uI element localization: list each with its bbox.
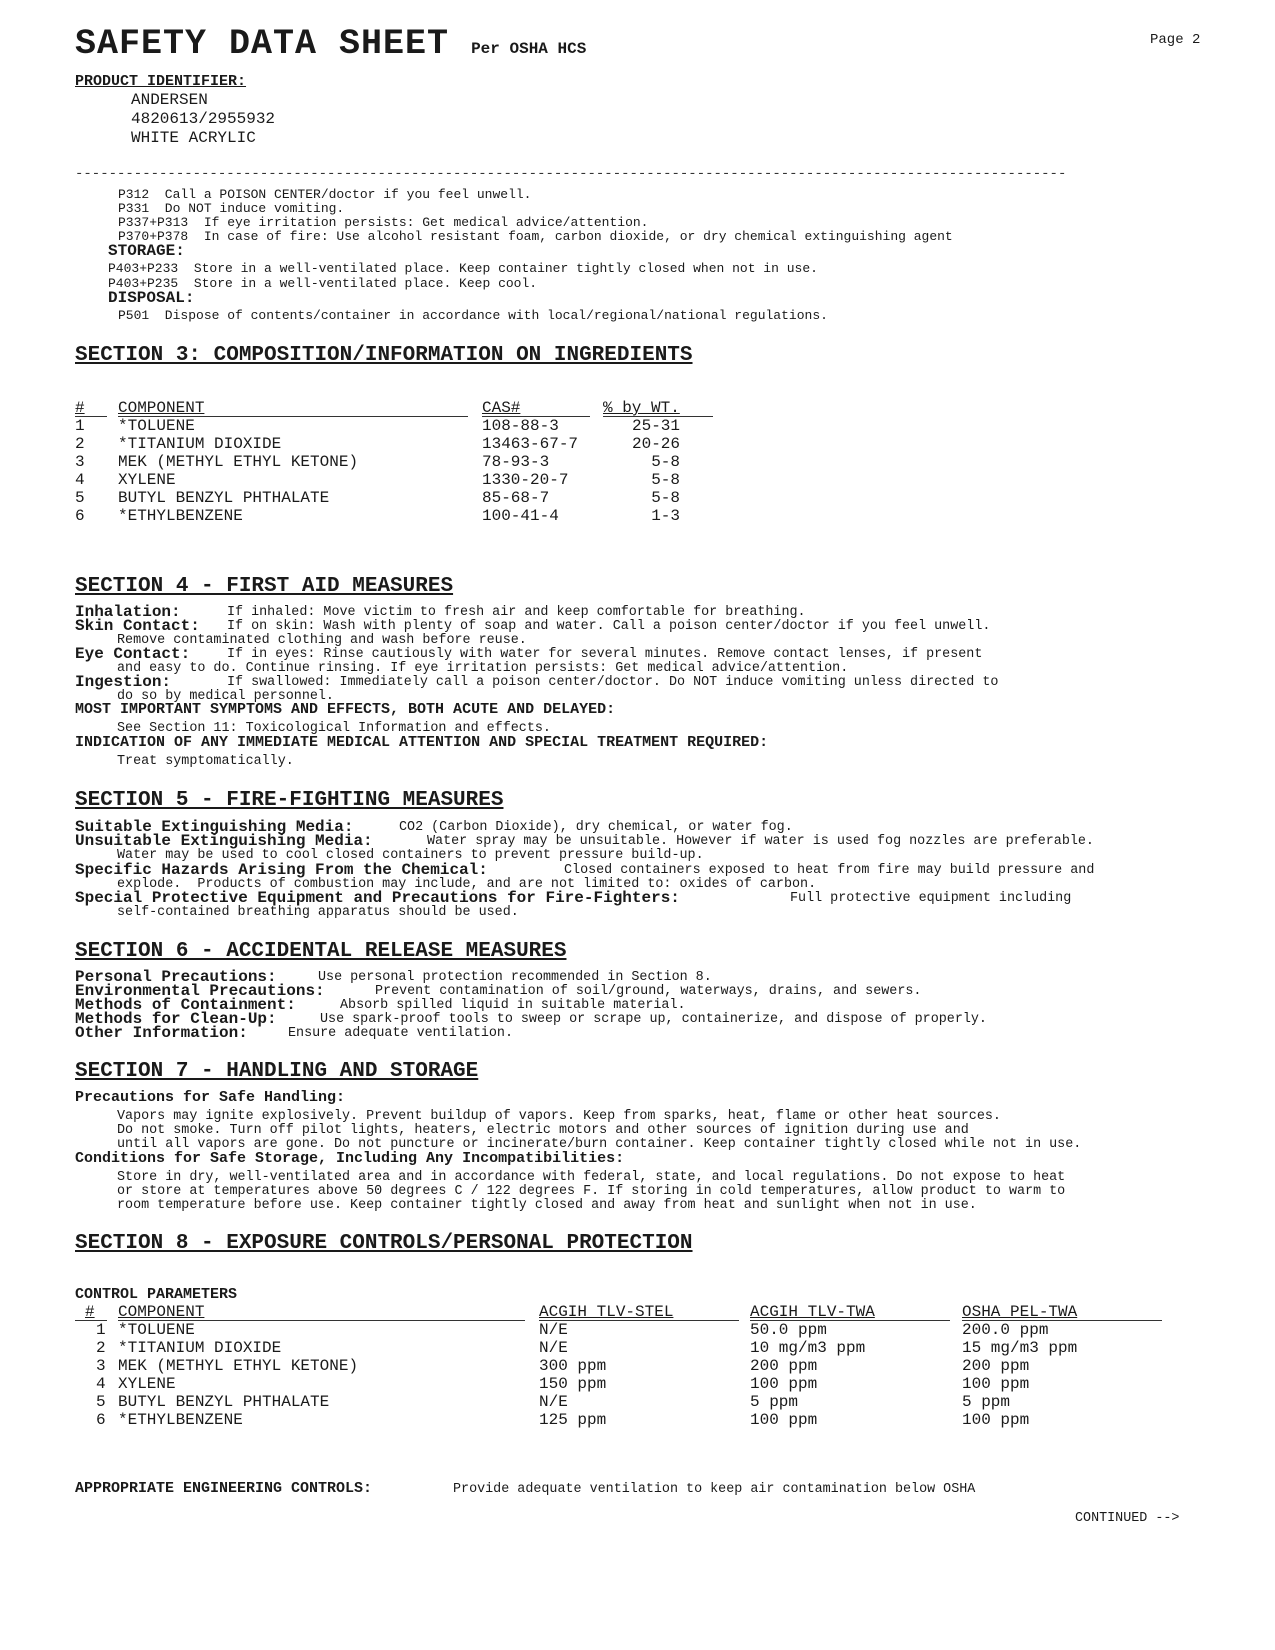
precaution-line: P331 Do NOT induce vomiting.	[118, 201, 345, 216]
skin-label: Skin Contact:	[75, 617, 200, 635]
disposal-line: P501 Dispose of contents/container in accordance with local/regional/national regulations.	[118, 308, 828, 323]
row-stel: N/E	[539, 1321, 568, 1339]
skin-text-2: Remove contaminated clothing and wash before reuse.	[117, 633, 527, 648]
row-cas: 108-88-3	[482, 417, 559, 435]
row-num: 1	[96, 1321, 106, 1339]
symptoms-text: See Section 11: Toxicological Information and effects.	[117, 721, 551, 736]
row-twa: 100 ppm	[750, 1375, 818, 1393]
col-header: COMPONENT	[118, 1303, 205, 1321]
row-cas: 78-93-3	[482, 453, 550, 471]
protective-label: Special Protective Equipment and Precautions for Fire-Fighters:	[75, 889, 680, 907]
row-component: *TOLUENE	[118, 1321, 195, 1339]
row-component: MEK (METHYL ETHYL KETONE)	[118, 453, 359, 471]
ingestion-label: Ingestion:	[75, 673, 172, 691]
row-component: BUTYL BENZYL PHTHALATE	[118, 489, 330, 507]
personal-label: Personal Precautions:	[75, 968, 277, 986]
suitable-text: CO2 (Carbon Dioxide), dry chemical, or water fog.	[399, 820, 793, 835]
row-num: 1	[75, 417, 85, 435]
unsuitable-label: Unsuitable Extinguishing Media:	[75, 832, 373, 850]
safe-storage-label: Conditions for Safe Storage, Including Any Incompatibilities:	[75, 1150, 625, 1167]
row-pel: 15 mg/m3 ppm	[962, 1339, 1078, 1357]
section-3-title: SECTION 3: COMPOSITION/INFORMATION ON INGREDIENTS	[75, 344, 693, 367]
row-num: 2	[75, 435, 85, 453]
unsuitable-text-2: Water may be used to cool closed containers to prevent pressure build-up.	[117, 848, 704, 863]
row-twa: 5 ppm	[750, 1393, 799, 1411]
row-twa: 200 ppm	[750, 1357, 818, 1375]
row-stel: N/E	[539, 1393, 568, 1411]
title-suffix: Per OSHA HCS	[471, 40, 587, 58]
hazards-text: Closed containers exposed to heat from fire may build pressure and	[564, 863, 1095, 878]
row-weight: 25-31	[631, 417, 680, 435]
engineering-controls-text: Provide adequate ventilation to keep air contamination below OSHA	[453, 1482, 976, 1497]
row-weight: 5-8	[651, 471, 680, 489]
inhalation-text: If inhaled: Move victim to fresh air and keep comfortable for breathing.	[227, 605, 806, 620]
row-cas: 85-68-7	[482, 489, 550, 507]
col-header: #	[85, 1303, 95, 1321]
product-line: 4820613/2955932	[131, 110, 276, 128]
row-pel: 100 ppm	[962, 1411, 1030, 1429]
header-rule	[539, 1320, 739, 1321]
section-4-title: SECTION 4 - FIRST AID MEASURES	[75, 575, 454, 598]
cleanup-label: Methods for Clean-Up:	[75, 1010, 277, 1028]
suitable-label: Suitable Extinguishing Media:	[75, 818, 354, 836]
product-line: WHITE ACRYLIC	[131, 129, 256, 147]
storage-line: P403+P233 Store in a well-ventilated place. Keep container tightly closed when not in use.	[108, 261, 818, 276]
section-7-title: SECTION 7 - HANDLING AND STORAGE	[75, 1060, 479, 1083]
row-component: XYLENE	[118, 1375, 176, 1393]
section-8-title: SECTION 8 - EXPOSURE CONTROLS/PERSONAL PROTECTION	[75, 1232, 693, 1255]
eye-label: Eye Contact:	[75, 645, 191, 663]
environmental-text: Prevent contamination of soil/ground, waterways, drains, and sewers.	[375, 984, 922, 999]
indication-label: INDICATION OF ANY IMMEDIATE MEDICAL ATTENTION AND SPECIAL TREATMENT REQUIRED:	[75, 734, 769, 751]
handling-line: Do not smoke. Turn off pilot lights, heaters, electric motors and other sources of ignition during use and	[117, 1123, 969, 1138]
row-num: 4	[96, 1375, 106, 1393]
row-weight: 20-26	[631, 435, 680, 453]
row-component: *TITANIUM DIOXIDE	[118, 435, 282, 453]
control-parameters-label: CONTROL PARAMETERS	[75, 1286, 238, 1303]
handling-label: Precautions for Safe Handling:	[75, 1089, 346, 1106]
row-pel: 5 ppm	[962, 1393, 1011, 1411]
row-num: 6	[75, 507, 85, 525]
col-header: CAS#	[482, 399, 521, 417]
col-header: % by WT.	[603, 399, 680, 417]
precaution-line: P370+P378 In case of fire: Use alcohol resistant foam, carbon dioxide, or dry chemical extinguishing agent	[118, 229, 953, 244]
row-cas: 13463-67-7	[482, 435, 579, 453]
hazards-label: Specific Hazards Arising From the Chemical:	[75, 861, 488, 879]
col-header: #	[75, 399, 85, 417]
row-num: 5	[75, 489, 85, 507]
storage-line: P403+P235 Store in a well-ventilated place. Keep cool.	[108, 276, 538, 291]
row-pel: 100 ppm	[962, 1375, 1030, 1393]
row-weight: 5-8	[651, 489, 680, 507]
row-component: *TOLUENE	[118, 417, 195, 435]
row-pel: 200.0 ppm	[962, 1321, 1049, 1339]
title-main: SAFETY DATA SHEET	[75, 24, 450, 64]
row-component: *TITANIUM DIOXIDE	[118, 1339, 282, 1357]
product-identifier-label: PRODUCT IDENTIFIER:	[75, 73, 247, 90]
row-twa: 50.0 ppm	[750, 1321, 827, 1339]
safe-storage-line: Store in dry, well-ventilated area and in accordance with federal, state, and local regulations. Do not expose to heat	[117, 1170, 1066, 1185]
row-twa: 10 mg/m3 ppm	[750, 1339, 866, 1357]
col-header: COMPONENT	[118, 399, 205, 417]
protective-text-2: self-contained breathing apparatus should be used.	[117, 905, 519, 920]
ingestion-text: If swallowed: Immediately call a poison center/doctor. Do NOT induce vomiting unless directed to	[227, 675, 999, 690]
safe-storage-line: or store at temperatures above 50 degrees C / 122 degrees F. If storing in cold temperatures, allow product to warm to	[117, 1184, 1066, 1199]
row-num: 2	[96, 1339, 106, 1357]
row-component: *ETHYLBENZENE	[118, 507, 243, 525]
col-header: ACGIH TLV-STEL	[539, 1303, 674, 1321]
handling-line: until all vapors are gone. Do not puncture or incinerate/burn container. Keep container tightly closed while not in use.	[117, 1137, 1082, 1152]
row-pel: 200 ppm	[962, 1357, 1030, 1375]
cleanup-text: Use spark-proof tools to sweep or scrape up, containerize, and dispose of properly.	[320, 1012, 987, 1027]
disposal-label: DISPOSAL:	[108, 289, 195, 307]
col-header: ACGIH TLV-TWA	[750, 1303, 875, 1321]
row-stel: 125 ppm	[539, 1411, 607, 1429]
row-cas: 1330-20-7	[482, 471, 569, 489]
row-component: XYLENE	[118, 471, 176, 489]
row-num: 5	[96, 1393, 106, 1411]
row-num: 3	[96, 1357, 106, 1375]
containment-label: Methods of Containment:	[75, 996, 296, 1014]
unsuitable-text: Water spray may be unsuitable. However if water is used fog nozzles are preferable.	[427, 834, 1094, 849]
row-component: BUTYL BENZYL PHTHALATE	[118, 1393, 330, 1411]
other-info-text: Ensure adequate ventilation.	[288, 1026, 513, 1041]
precaution-line: P312 Call a POISON CENTER/doctor if you feel unwell.	[118, 187, 532, 202]
other-info-label: Other Information:	[75, 1024, 248, 1042]
environmental-label: Environmental Precautions:	[75, 982, 325, 1000]
symptoms-label: MOST IMPORTANT SYMPTOMS AND EFFECTS, BOTH ACUTE AND DELAYED:	[75, 701, 616, 718]
divider: ----------------------------------------------------------------------------------------------------------------------	[75, 166, 1067, 182]
document-title	[75, 24, 586, 64]
handling-line: Vapors may ignite explosively. Prevent buildup of vapors. Keep from sparks, heat, flame or other heat sources.	[117, 1109, 1001, 1124]
skin-text: If on skin: Wash with plenty of soap and water. Call a poison center/doctor if you feel unwell.	[227, 619, 991, 634]
row-weight: 5-8	[651, 453, 680, 471]
row-cas: 100-41-4	[482, 507, 559, 525]
indication-text: Treat symptomatically.	[117, 754, 294, 769]
row-stel: 150 ppm	[539, 1375, 607, 1393]
row-stel: N/E	[539, 1339, 568, 1357]
eye-text: If in eyes: Rinse cautiously with water for several minutes. Remove contact lenses, if present	[227, 647, 983, 662]
inhalation-label: Inhalation:	[75, 603, 181, 621]
row-weight: 1-3	[651, 507, 680, 525]
ingestion-text-2: do so by medical personnel.	[117, 689, 334, 704]
page-number: Page 2	[1150, 32, 1201, 48]
engineering-controls-label: APPROPRIATE ENGINEERING CONTROLS:	[75, 1480, 373, 1497]
row-twa: 100 ppm	[750, 1411, 818, 1429]
hazards-text-2: explode. Products of combustion may include, and are not limited to: oxides of carbon.	[117, 877, 817, 892]
eye-text-2: and easy to do. Continue rinsing. If eye irritation persists: Get medical advice/attention.	[117, 661, 849, 676]
protective-text: Full protective equipment including	[790, 891, 1072, 906]
row-num: 3	[75, 453, 85, 471]
row-num: 6	[96, 1411, 106, 1429]
row-component: *ETHYLBENZENE	[118, 1411, 243, 1429]
row-component: MEK (METHYL ETHYL KETONE)	[118, 1357, 359, 1375]
section-6-title: SECTION 6 - ACCIDENTAL RELEASE MEASURES	[75, 940, 567, 963]
row-num: 4	[75, 471, 85, 489]
containment-text: Absorb spilled liquid in suitable material.	[340, 998, 686, 1013]
row-stel: 300 ppm	[539, 1357, 607, 1375]
safe-storage-line: room temperature before use. Keep container tightly closed and away from heat and sunlight when not in use.	[117, 1198, 977, 1213]
section-5-title: SECTION 5 - FIRE-FIGHTING MEASURES	[75, 789, 504, 812]
precaution-line: P337+P313 If eye irritation persists: Get medical advice/attention.	[118, 215, 649, 230]
storage-label: STORAGE:	[108, 242, 185, 260]
product-line: ANDERSEN	[131, 91, 208, 109]
continued-indicator: CONTINUED -->	[1075, 1511, 1180, 1526]
personal-text: Use personal protection recommended in Section 8.	[318, 970, 712, 985]
col-header: OSHA PEL-TWA	[962, 1303, 1078, 1321]
